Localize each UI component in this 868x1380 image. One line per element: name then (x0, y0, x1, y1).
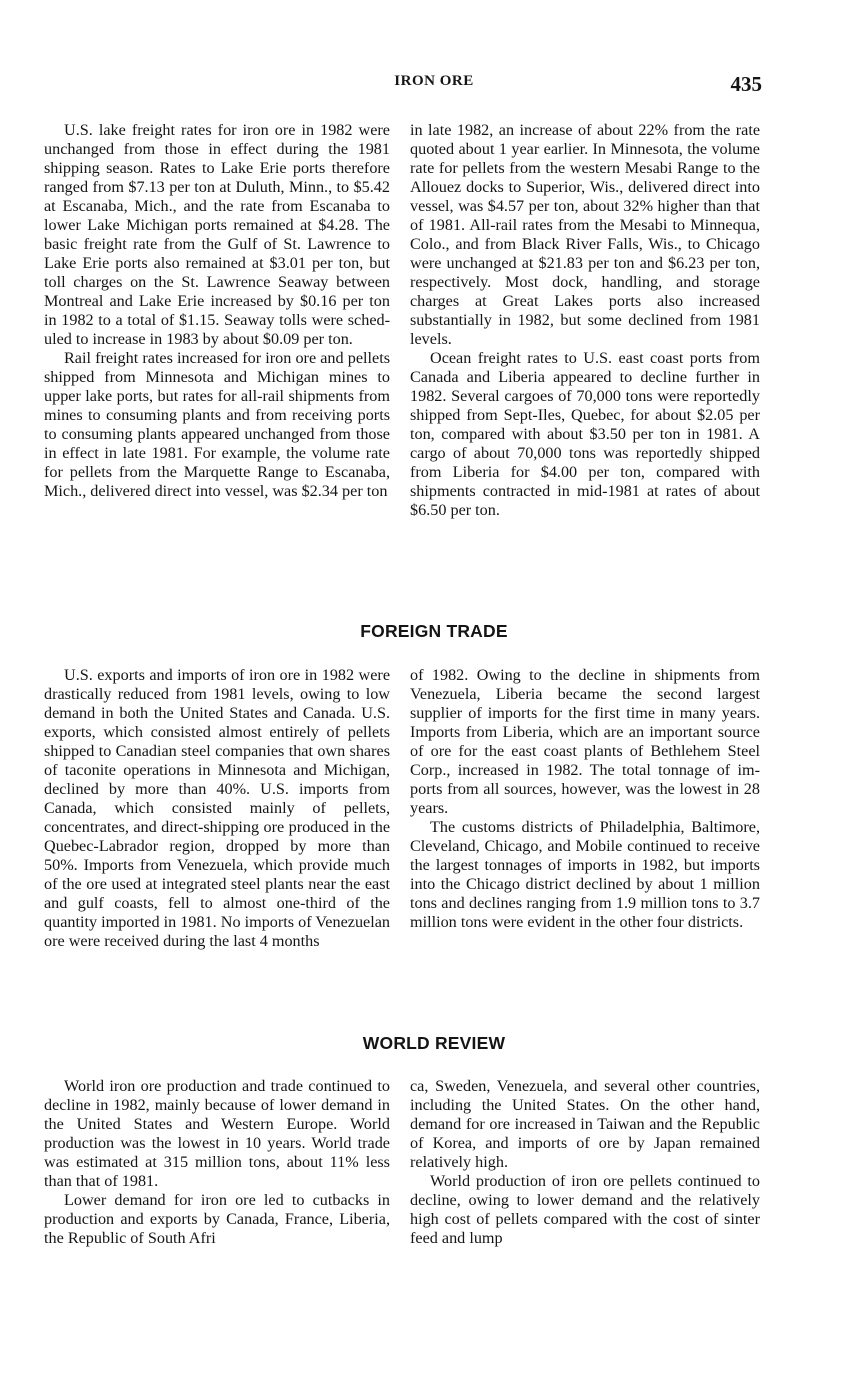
paragraph: Rail freight rates increased for iron ore and pellets shipped from Minnesota and Michigan mines to upper lake ports, but rates for all-rail shipments from mines to consuming plants and from receiving ports to consuming plants appeared unchanged from those in effect in late 1981. For example, the volume rate for pellets from the Marquette Range to Escanaba, Mich., delivered direct into vessel, was $2.34 per ton (44, 349, 390, 500)
column-left (44, 1077, 390, 1248)
column-right (410, 1077, 760, 1248)
paragraph-continued: in late 1982, an increase of about 22% from the rate quoted about 1 year earlier. In Minnesota, the volume rate for pellets from the western Mesabi Range to the Allouez docks to Superior, Wis., delivered direct into vessel, was $4.57 per ton, about 32% higher than that of 1981. All-rail rates from the Mesabi to Minnequa, Colo., and from Black River Falls, Wis., to Chicago were unchanged at $21.83 per ton and $6.23 per ton, respectively. Most dock, handling, and storage charges at Great Lakes ports also increased substantially in 1982, but some declined from 1981 levels. (410, 121, 760, 348)
running-head: IRON ORE (394, 73, 474, 89)
paragraph-continued: of 1982. Owing to the decline in shipments from Venezuela, Liberia became the second largest supplier of imports for the first time in many years. Imports from Liberia, which are an important source of ore for the east coast plants of Bethlehem Steel Corp., increased in 1982. The total tonnage of imports from all sources, however, was the lowest in 28 years. (410, 666, 760, 817)
paragraph-continued: ca, Sweden, Venezuela, and several other countries, including the United States. On the other hand, demand for ore increased in Taiwan and the Republic of Korea, and imports of ore by Japan remained relatively high. (410, 1077, 760, 1171)
paragraph: U.S. lake freight rates for iron ore in 1982 were unchanged from those in effect during the 1981 shipping season. Rates to Lake Erie ports therefore ranged from $7.13 per ton at Duluth, Minn., to $5.42 at Escanaba, Mich., and the rate from Escanaba to lower Lake Michigan ports remained at $4.28. The basic freight rate from the Gulf of St. Lawrence to Lake Erie ports also remained at $3.01 per ton, but toll charges on the St. Lawrence Seaway between Montreal and Lake Erie increased by $0.16 per ton in 1982 to a total of $1.15. Seaway tolls were scheduled to increase in 1983 by about $0.09 per ton. (44, 121, 390, 348)
foreign-trade-section (44, 666, 760, 951)
column-left (44, 121, 390, 520)
page-number: 435 (730, 72, 762, 96)
column-left (44, 666, 390, 951)
section-heading-foreign-trade: FOREIGN TRADE (360, 621, 508, 641)
world-review-section (44, 1077, 760, 1248)
section-heading-world-review: WORLD REVIEW (362, 1033, 506, 1053)
paragraph: U.S. exports and imports of iron ore in 1982 were drastically reduced from 1981 levels, owing to low demand in both the United States and Canada. U.S. exports, which consisted almost entirely of pellets shipped to Canadian steel companies that own shares of taconite operations in Minnesota and Michigan, declined by more than 40%. U.S. imports from Canada, which consisted mainly of pellets, concentrates, and direct-shipping ore produced in the Quebec-Labrador region, dropped by more than 50%. Imports from Venezuela, which provide much of the ore used at integrated steel plants near the east and gulf coasts, fell to almost one-third of the quantity imported in 1981. No imports of Venezuelan ore were received during the last 4 months (44, 666, 390, 950)
paragraph: Lower demand for iron ore led to cutbacks in production and exports by Canada, France, Liberia, the Republic of South Afri (44, 1191, 390, 1247)
column-right (410, 121, 760, 520)
paragraph: World iron ore production and trade continued to decline in 1982, mainly because of lower demand in the United States and Western Europe. World production was the lowest in 10 years. World trade was estimated at 315 million tons, about 11% less than that of 1981. (44, 1077, 390, 1190)
paragraph: The customs districts of Philadelphia, Baltimore, Cleveland, Chicago, and Mobile continued to receive the largest tonnages of imports in 1982, but imports into the Chicago district declined by about 1 million tons and declines ranging from 1.9 million tons to 3.7 million tons were evident in the other four districts. (410, 818, 760, 931)
paragraph: World production of iron ore pellets continued to decline, owing to lower demand and the relatively high cost of pellets compared with the cost of sinter feed and lump (410, 1172, 760, 1247)
column-right (410, 666, 760, 951)
transport-section (44, 121, 760, 520)
paragraph: Ocean freight rates to U.S. east coast ports from Canada and Liberia appeared to decline further in 1982. Several cargoes of 70,000 tons were reportedly shipped from Sept-Iles, Quebec, for about $2.05 per ton, compared with about $3.50 per ton in 1981. A cargo of about 70,000 tons was reportedly shipped from Liberia for $4.00 per ton, compared with shipments contracted in mid-1981 at rates of about $6.50 per ton. (410, 349, 760, 519)
